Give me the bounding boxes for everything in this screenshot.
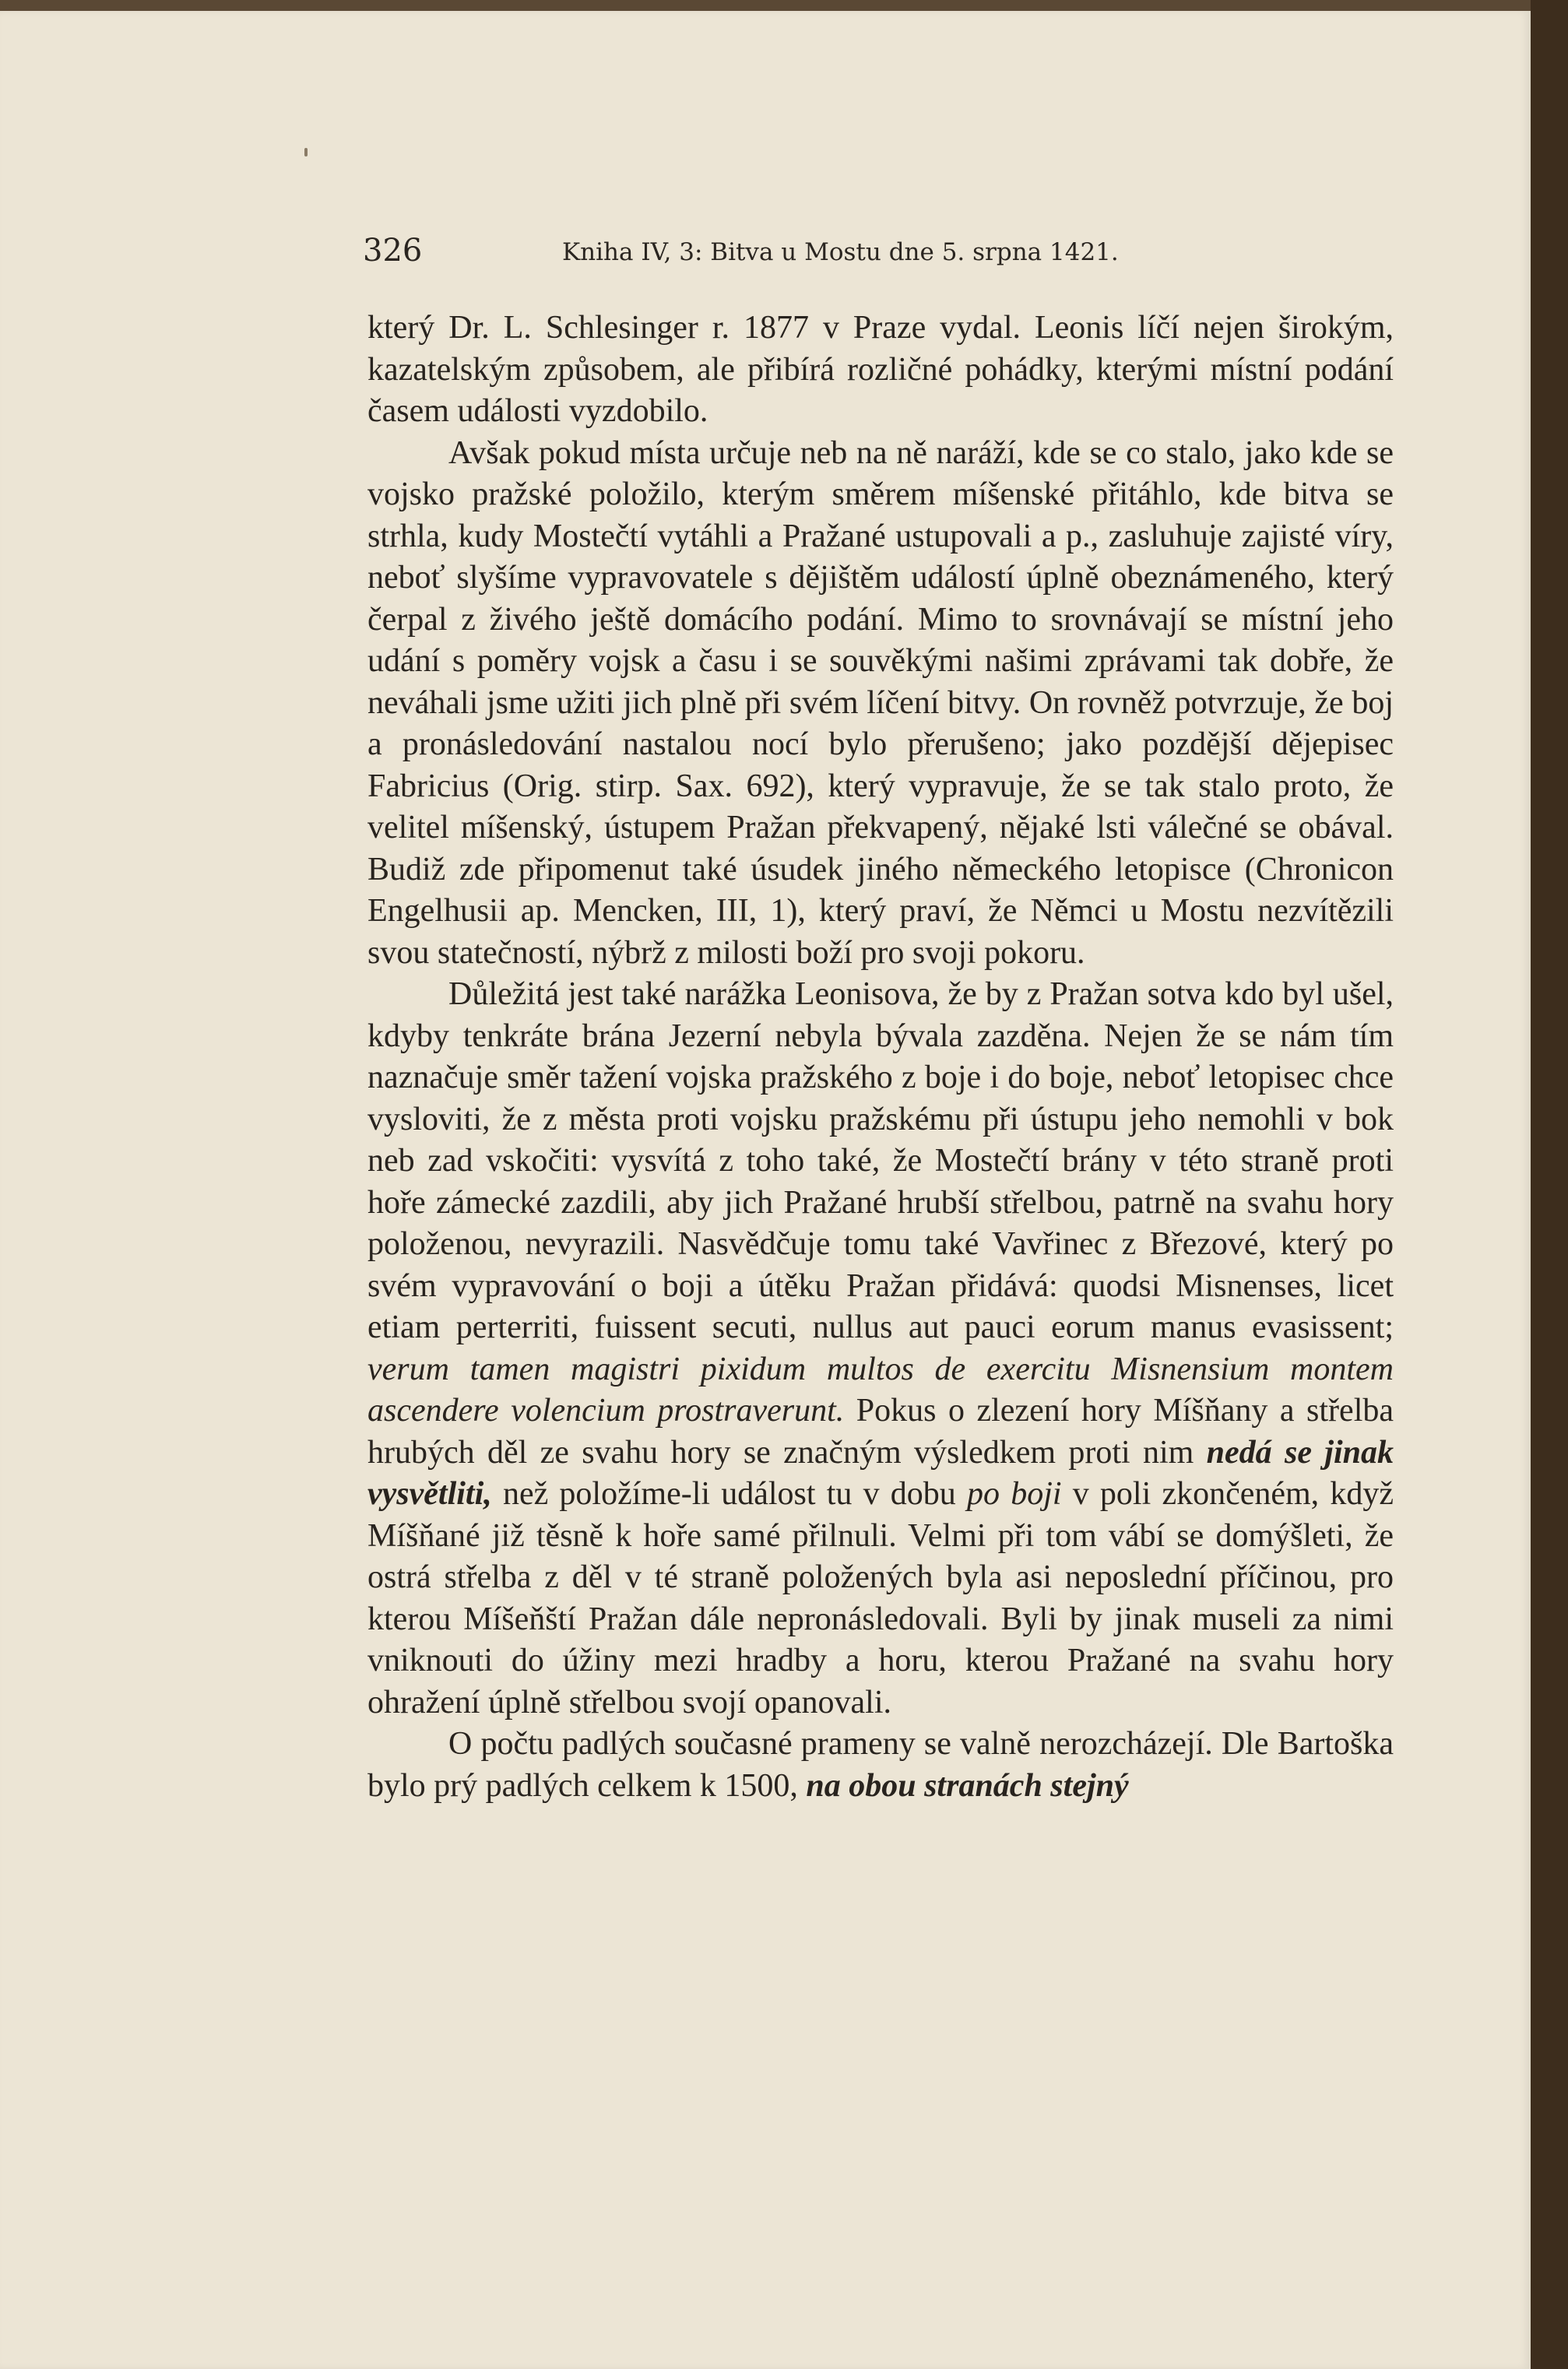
- scan-right-edge: [1531, 0, 1568, 2369]
- paragraph: [367, 308, 1394, 433]
- text-segment: Avšak pokud místa určuje neb na ně naráží, kde se co stalo, jako kde se vojsko pražské položilo, kterým směrem míšenské přitáhlo, kde bitva se strhla, kudy Mostečtí vytáhli a Pražané ustupovali a p., zasluhuje zajisté víry, neboť slyšíme vypravovatele s dějištěm událostí úplně obeznámeného, který čerpal z živého ještě domácího podání. Mimo to srovnávají se místní jeho udání s poměry vojsk a času i se souvěkými našimi zprávami tak dobře, že neváhali jsme užiti jich plně při svém líčení bitvy. On rovněž potvrzuje, že boj a pronásledování nastalou nocí bylo přerušeno; jako pozdější dějepisec Fabricius (Orig. stirp. Sax. 692), který vypravuje, že se tak stalo proto, že velitel míšenský, ústupem Pražan překvapený, nějaké lsti válečné se obával. Budiž zde připomenut také úsudek jiného německého letopisce (Chronicon Engelhusii ap. Mencken, III, 1), který praví, že Němci u Mostu nezvítězili svou statečností, nýbrž z milosti boží pro svoji pokoru.: [367, 434, 1394, 971]
- body-text: [367, 308, 1394, 1807]
- text-segment: Pokus o zlezení hory Míšňany a střelba hrubých děl ze svahu hory se značným výsledkem proti nim: [367, 1393, 1394, 1471]
- page-header: [363, 230, 1390, 271]
- paragraph: [367, 1724, 1394, 1807]
- ink-speck: [304, 148, 308, 156]
- emphasized-text: verum tamen magistri pixidum multos de exercitu Misnensium montem ascendere volencium prostraverunt.: [367, 1351, 1394, 1429]
- emphasized-text: nedá se jinak vysvětliti,: [367, 1434, 1394, 1512]
- paragraph: [367, 433, 1394, 975]
- page-number: 326: [363, 233, 423, 269]
- emphasized-text: po boji: [967, 1476, 1062, 1512]
- text-segment: než položíme-li událost tu v dobu: [491, 1476, 967, 1512]
- text-segment: Důležitá jest také narážka Leonisova, že by z Pražan sotva kdo byl ušel, kdyby tenkráte brána Jezerní nebyla bývala zazděna. Nejen že se nám tím naznačuje směr tažení vojska pražského z boje i do boje, neboť letopisec chce vysloviti, že z města proti vojsku pražskému při ústupu jeho nemohli v bok neb zad vskočiti: vysvítá z toho také, že Mostečtí brány v této straně proti hoře zámecké zazdili, aby jich Pražané hrubší střelbou, patrně na svahu hory položenou, nevyrazili. Nasvědčuje tomu také Vavřinec z Březové, který po svém vypravování o boji a útěku Pražan přidává: quodsi Misnenses, licet etiam perterriti, fuissent secuti, nullus aut pauci eorum manus evasissent;: [367, 976, 1394, 1345]
- paragraph: [367, 974, 1394, 1724]
- text-segment: v poli zkončeném, když Míšňané již těsně k hoře samé přilnuli. Velmi při tom vábí se domýšleti, že ostrá střelba z děl v té straně položených byla asi neposlední příčinou, pro kterou Míšeňští Pražan dále nepronásledovali. Byli by jinak museli za nimi vniknouti do úžiny mezi hradby a horu, kterou Pražané na svahu hory ohražení úplně střelbou svojí opanovali.: [367, 1476, 1394, 1721]
- emphasized-text: na obou stranách stejný: [806, 1767, 1129, 1804]
- scan-top-edge: [0, 0, 1568, 11]
- running-head: Kniha IV, 3: Bitva u Mostu dne 5. srpna 1421.: [562, 238, 1119, 266]
- text-segment: O počtu padlých současné prameny se valně nerozcházejí. Dle Bartoška bylo prý padlých celkem k 1500,: [367, 1726, 1394, 1804]
- text-segment: který Dr. L. Schlesinger r. 1877 v Praze vydal. Leonis líčí nejen širokým, kazatelským způsobem, ale přibírá rozličné pohádky, kterými místní podání časem události vyzdobilo.: [367, 310, 1394, 429]
